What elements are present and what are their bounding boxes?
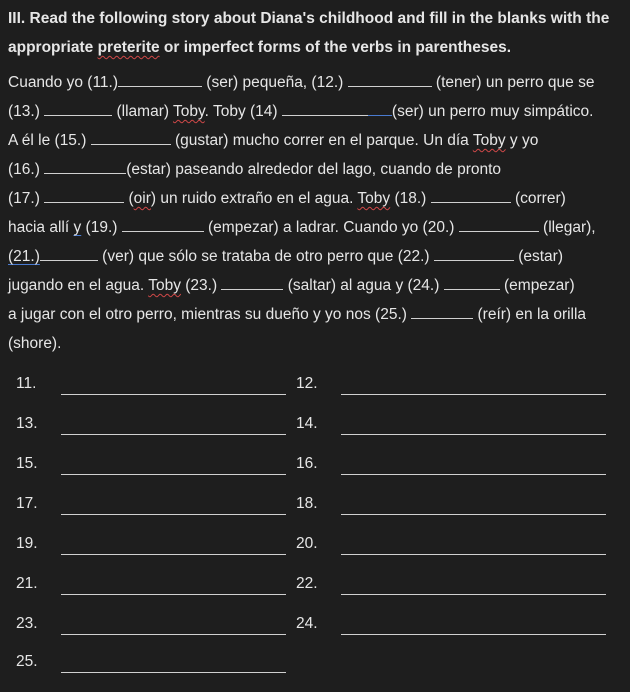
answer-line-24[interactable] [341, 634, 606, 635]
story-line-8: jugando en el agua. Toby (23.) (saltar) al agua y (24.) (empezar) [8, 271, 626, 300]
answer-line-12[interactable] [341, 394, 606, 395]
answer-line-11[interactable] [61, 394, 286, 395]
story-line-10: (shore). [8, 335, 62, 352]
spellcheck-word: preterite [97, 39, 160, 56]
story-line-1: Cuando yo (11.) (ser) pequeña, (12.) (tener) un perro que se [8, 68, 626, 97]
answer-line-17[interactable] [61, 514, 286, 515]
story-line-5: (17.) (oir) un ruido extraño en el agua. Toby (18.) (correr) [8, 184, 626, 213]
answer-line-20[interactable] [341, 554, 606, 555]
answer-line-21[interactable] [61, 594, 286, 595]
story-line-6: hacia allí y (19.) (empezar) a ladrar. Cuando yo (20.) (llegar), [8, 213, 626, 242]
story-line-3: A él le (15.) (gustar) mucho correr en el parque. Un día Toby y yo [8, 126, 626, 155]
answer-line-18[interactable] [341, 514, 606, 515]
heading-line-1: III. Read the following story about Diana's childhood and fill in the blanks with the [8, 10, 610, 27]
heading-line-2: appropriate preterite or imperfect forms of the verbs in parentheses. [8, 39, 512, 56]
answer-line-16[interactable] [341, 474, 606, 475]
story-line-7: (21.) (ver) que sólo se trataba de otro perro que (22.) (estar) [8, 242, 626, 271]
answer-line-23[interactable] [61, 634, 286, 635]
answer-line-14[interactable] [341, 434, 606, 435]
answer-line-25[interactable] [61, 672, 286, 673]
story-line-9: a jugar con el otro perro, mientras su dueño y yo nos (25.) (reír) en la orilla [8, 300, 626, 329]
answer-line-22[interactable] [341, 594, 606, 595]
story-line-4: (16.) (estar) paseando alrededor del lago, cuando de pronto [8, 155, 626, 184]
answer-line-15[interactable] [61, 474, 286, 475]
answer-line-13[interactable] [61, 434, 286, 435]
answer-lines: 11. 12. 13. 14. 15. 16. 17. 18. 19. 20. 21. 22. 23. 24. 25. [0, 0, 630, 692]
story-line-2: (13.) (llamar) Toby. Toby (14) (ser) un perro muy simpático. [8, 97, 626, 126]
answer-line-19[interactable] [61, 554, 286, 555]
